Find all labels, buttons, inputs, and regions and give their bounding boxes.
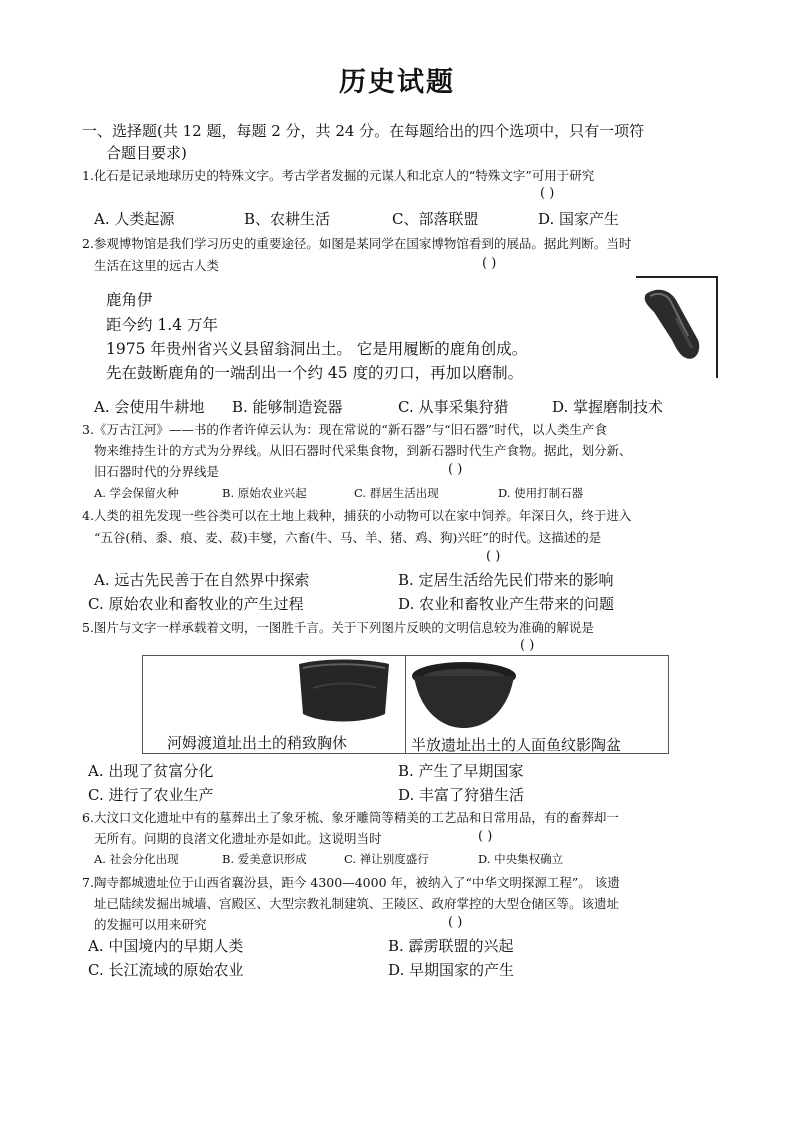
q5-option-c: C. 进行了农业生产 xyxy=(88,786,214,804)
q4-option-a: A. 远古先民善于在自然界中探索 xyxy=(94,571,310,589)
q1-option-d: D. 国家产生 xyxy=(538,210,620,228)
section-heading: 一、选择题(共 12 题，每题 2 分，共 24 分。在每题给出的四个选项中，只有一项符 xyxy=(82,122,645,140)
q4-option-b: B. 定居生活给先民们带来的影响 xyxy=(398,571,614,589)
section-heading-cont: 合题目要求) xyxy=(106,144,187,162)
q6-option-a: A. 社会分化出现 xyxy=(94,852,179,866)
figure-left-caption: 河姆渡道址出土的稍致胸休 xyxy=(167,734,348,752)
question-4-stem: 4.人类的祖先发现一些谷类可以在土地上栽种，捕获的小动物可以在家中饲养。年深日久，终于进入 xyxy=(82,508,632,523)
question-2-answer-blank: ( ) xyxy=(482,256,497,271)
figure-divider xyxy=(405,656,406,753)
question-4-stem-cont: “五谷(稍、黍、痕、麦、菽)丰燮，六畜(牛、马、羊、猪、鸡、狗)兴旺”的时代。这描述的是 xyxy=(94,530,602,545)
question-6-stem-cont: 无所有。问期的良渚文化遗址亦是如此。这说明当时 xyxy=(94,831,382,846)
question-1-stem: 1.化石是记录地球历史的特殊文字。考古学者发掘的元谋人和北京人的“特殊文字”可用于研究 xyxy=(82,168,595,183)
q1-option-a: A. 人类起源 xyxy=(94,210,175,228)
q6-option-d: D. 中央集权确立 xyxy=(478,852,564,866)
q7-option-d: D. 早期国家的产生 xyxy=(388,961,515,979)
question-7-stem: 7.陶寺都城遗址位于山西省襄汾县，距今 4300—4000 年，被纳入了“中华文明探源工程”。 该遗 xyxy=(82,875,620,890)
q5-option-d: D. 丰富了狩猎生活 xyxy=(398,786,525,804)
q3-option-a: A. 学会保留火种 xyxy=(94,486,179,500)
painted-basin-image xyxy=(409,658,519,732)
q2-option-b: B. 能够制造瓷器 xyxy=(232,398,343,416)
q7-option-a: A. 中国境内的早期人类 xyxy=(88,937,244,955)
question-3-answer-blank: ( ) xyxy=(448,462,463,477)
q1-option-c: C、部落联盟 xyxy=(392,210,479,228)
question-4-answer-blank: ( ) xyxy=(486,549,501,564)
question-7-stem-cont1: 址已陆续发掘出城墙、宫殿区、大型宗教礼制建筑、王陵区、政府掌控的大型仓储区等。该遗址 xyxy=(94,896,620,911)
q3-option-b: B. 原始农业兴起 xyxy=(222,486,307,500)
q7-option-c: C. 长江流域的原始农业 xyxy=(88,961,244,979)
figure-panel xyxy=(142,655,669,754)
q4-option-d: D. 农业和畜牧业产生带来的问题 xyxy=(398,595,615,613)
q1-option-b: B、农耕生活 xyxy=(244,210,331,228)
q2-option-a: A. 会使用牛耕地 xyxy=(94,398,205,416)
q3-option-d: D. 使用打制石器 xyxy=(498,486,584,500)
exhibit-age: 距今约 1.4 万年 xyxy=(106,316,219,334)
q6-option-b: B. 爱美意识形成 xyxy=(222,852,307,866)
question-3-stem: 3.《万古江河》——书的作者许倬云认为：现在常说的“新石器”与“旧石器”时代，以人类生产食 xyxy=(82,422,607,437)
q5-option-b: B. 产生了早期国家 xyxy=(398,762,524,780)
question-2-stem-cont: 生活在这里的远古人类 xyxy=(94,258,220,273)
q7-option-b: B. 霹雳联盟的兴起 xyxy=(388,937,514,955)
q3-option-c: C. 群居生活出现 xyxy=(354,486,439,500)
question-7-stem-cont2: 的发掘可以用来研究 xyxy=(94,917,207,932)
q6-option-c: C. 禅让别度盛行 xyxy=(344,852,429,866)
q2-option-d: D. 掌握磨制技术 xyxy=(552,398,664,416)
question-2-stem: 2.参观博物馆是我们学习历史的重要途径。如图是某同学在国家博物馆看到的展品。据此判断。当时 xyxy=(82,236,632,251)
question-1-answer-blank: ( ) xyxy=(540,186,555,201)
exhibit-name: 鹿角伊 xyxy=(106,291,153,309)
q2-option-c: C. 从事采集狩猎 xyxy=(398,398,509,416)
question-3-stem-cont2: 旧石器时代的分界线是 xyxy=(94,464,220,479)
question-5-stem: 5.图片与文字一样承载着文明，一图胜千言。关于下列图片反映的文明信息较为准确的解说是 xyxy=(82,620,594,635)
q5-option-a: A. 出现了贫富分化 xyxy=(88,762,214,780)
question-5-answer-blank: ( ) xyxy=(520,638,535,653)
exhibit-description-2: 先在鼓断鹿角的一端刮出一个约 45 度的刃口，再加以磨制。 xyxy=(106,364,524,382)
pottery-vessel-image xyxy=(293,658,393,728)
question-7-answer-blank: ( ) xyxy=(448,915,463,930)
figure-right-caption: 半放遗址出土的人面鱼纹影陶盆 xyxy=(411,736,622,754)
question-6-stem: 6.大汶口文化遗址中有的墓葬出土了象牙梳、象牙雕筒等精美的工艺品和日常用品，有的畜葬却一 xyxy=(82,810,619,825)
antler-tool-image xyxy=(636,276,718,378)
page-title: 历史试题 xyxy=(339,67,455,98)
question-6-answer-blank: ( ) xyxy=(478,829,493,844)
question-3-stem-cont1: 物来维持生计的方式为分界线。从旧石器时代采集食物，到新石器时代生产食物。据此，划分新、 xyxy=(94,443,632,458)
q4-option-c: C. 原始农业和畜牧业的产生过程 xyxy=(88,595,304,613)
exhibit-description-1: 1975 年贵州省兴义县留翁洞出土。 它是用履断的鹿角创成。 xyxy=(106,340,528,358)
